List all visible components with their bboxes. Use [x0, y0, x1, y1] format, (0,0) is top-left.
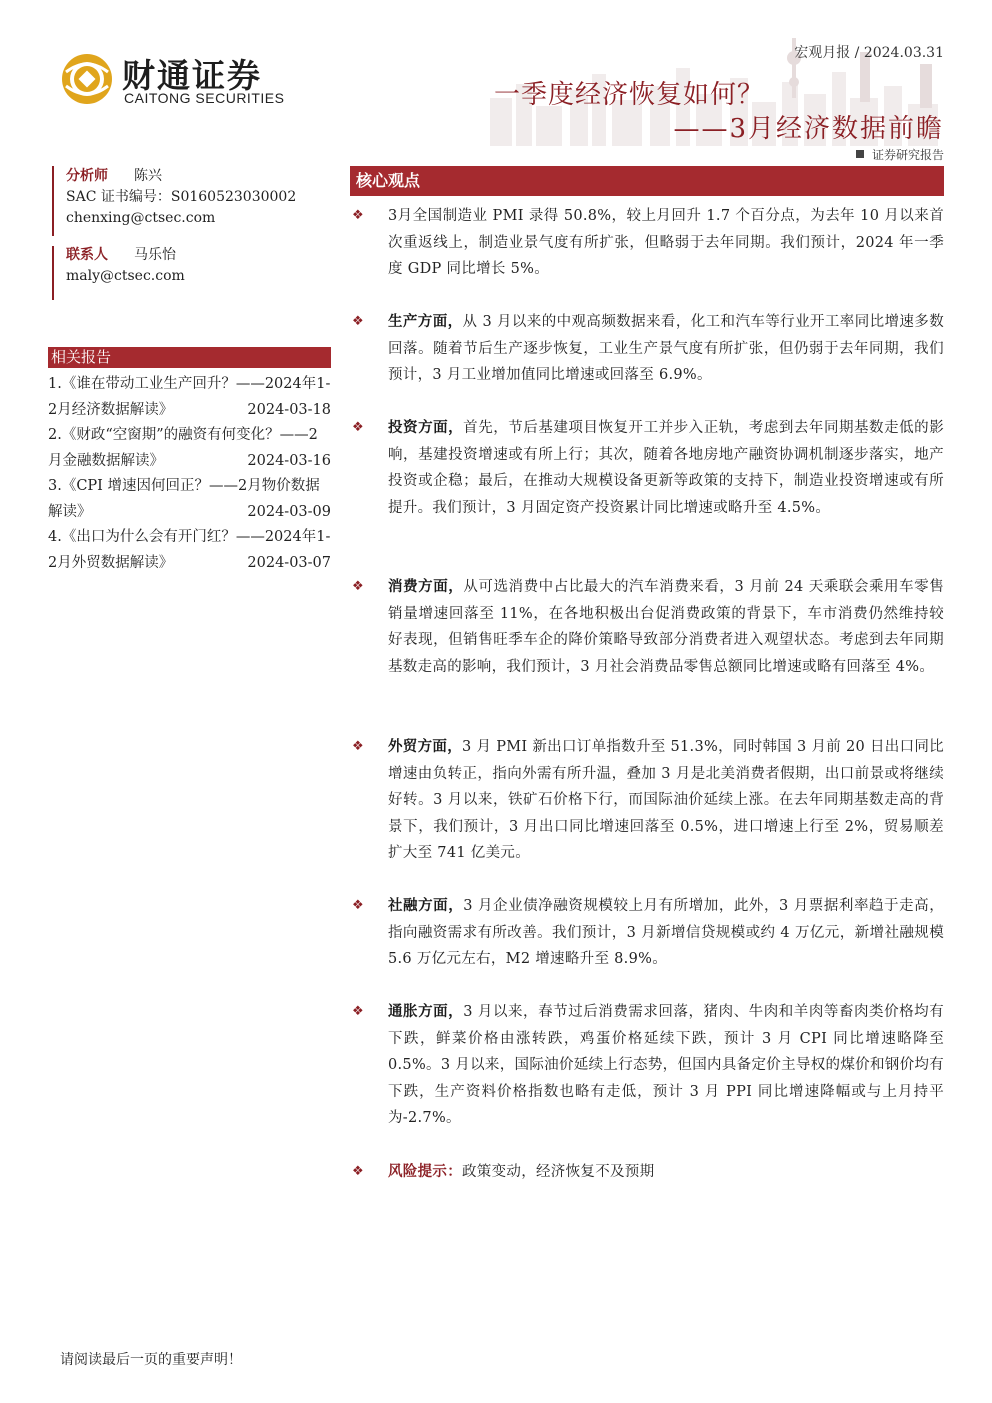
diamond-bullet-icon: ❖	[352, 898, 364, 913]
section-label: 生产方面，	[388, 313, 463, 330]
contact-role: 联系人	[66, 247, 108, 263]
report-tag: 宏观月报 / 2024.03.31	[794, 45, 944, 61]
section-trade	[352, 734, 944, 867]
section-risk	[352, 1159, 944, 1186]
contact-name: 马乐怡	[134, 247, 176, 263]
diamond-bullet-icon: ❖	[352, 208, 364, 223]
related-report-date: 2024-03-09	[247, 503, 331, 520]
section-inflation	[352, 999, 944, 1132]
diamond-bullet-icon: ❖	[352, 739, 364, 754]
diamond-bullet-icon: ❖	[352, 1164, 364, 1179]
analyst-divider	[52, 166, 54, 236]
section-text: 从 3 月以来的中观高频数据来看，化工和汽车等行业开工率同比增速多数回落。随着节后生产逐步恢复，工业生产景气度有所扩张，但仍弱于去年同期，我们预计，3 月工业增加值同比增速或回落至 6.9%。	[388, 314, 945, 383]
related-report-item[interactable]	[48, 474, 331, 525]
report-type	[856, 146, 944, 163]
analyst-block	[66, 166, 296, 229]
brand-name-cn: 财通证券	[122, 56, 262, 95]
related-report-item[interactable]	[48, 423, 331, 474]
related-report-item[interactable]	[48, 372, 331, 423]
brand-logo	[60, 46, 300, 110]
analyst-name: 陈兴	[134, 168, 162, 184]
section-text: 3 月以来，春节过后消费需求回落，猪肉、牛肉和羊肉等畜肉类价格均有下跌，鲜菜价格由涨转跌，鸡蛋价格延续下跌，预计 3 月 CPI 同比增速略降至 0.5%。3 月以来，国际油价延续上行态势，但国内具备定价主导权的煤价和钢价均有下跌，生产资料价格指数也略有走低，预计 3 月 PPI 同比增速降幅或与上月持平为-2.7%。	[388, 1004, 944, 1126]
diamond-bullet-icon: ❖	[352, 1004, 364, 1019]
analyst-role: 分析师	[66, 168, 108, 184]
risk-label: 风险提示：	[388, 1163, 462, 1180]
core-views-heading: 核心观点	[350, 166, 944, 196]
section-consumption	[352, 574, 944, 680]
section-text: 首先，节后基建项目恢复开工并步入正轨，考虑到去年同期基数走低的影响，基建投资增速或有所上行；其次，随着各地房地产融资协调机制逐步落实，地产投资或企稳；最后，在推动大规模设备更新等政策的支持下，制造业投资增速或有所提升。我们预计，3 月固定资产投资累计同比增速或略升至 4.5%。	[388, 420, 944, 516]
section-text: 从可选消费中占比最大的汽车消费来看，3 月前 24 天乘联会乘用车零售销量增速回落至 11%，在各地积极出台促消费政策的背景下，车市消费仍然维持较好表现，但销售旺季车企的降价策略导致部分消费者进入观望状态。考虑到去年同期基数走高的影响，我们预计，3 月社会消费品零售总额同比增速或略有回落至 4%。	[388, 579, 944, 675]
related-reports-heading: 相关报告	[48, 347, 331, 368]
section-label: 外贸方面，	[388, 738, 463, 755]
report-type-label: 证券研究报告	[871, 148, 944, 162]
section-label: 投资方面，	[388, 419, 464, 436]
section-label: 消费方面，	[388, 578, 464, 595]
related-report-title: 2.《财政“空窗期”的融资有何变化？——2月金融数据解读》	[48, 427, 318, 469]
diamond-bullet-icon: ❖	[352, 420, 364, 435]
related-report-date: 2024-03-16	[247, 452, 331, 469]
report-subtitle: ——3月经济数据前瞻	[673, 114, 944, 144]
section-text: 3 月企业债净融资规模较上月有所增加，此外，3 月票据利率趋于走高，指向融资需求有所改善。我们预计，3 月新增信贷规模或约 4 万亿元，新增社融规模 5.6 万亿元左右，M2 增速略升至 8.9%。	[388, 898, 945, 967]
analyst-email[interactable]: chenxing@ctsec.com	[66, 210, 216, 226]
diamond-bullet-icon: ❖	[352, 314, 364, 329]
related-report-title: 1.《谁在带动工业生产回升？——2024年1-2月经济数据解读》	[48, 376, 331, 418]
contact-block	[66, 245, 185, 287]
related-report-date: 2024-03-18	[247, 401, 331, 418]
section-financing	[352, 893, 944, 973]
coin-logo-icon	[60, 52, 114, 106]
risk-text: 政策变动，经济恢复不及预期	[462, 1164, 655, 1180]
section-production	[352, 309, 944, 389]
related-report-title: 4.《出口为什么会有开门红？——2024年1-2月外贸数据解读》	[48, 529, 331, 571]
square-bullet-icon	[856, 150, 864, 158]
related-report-title: 3.《CPI 增速因何回正？——2月物价数据解读》	[48, 478, 320, 520]
disclaimer-notice: 请阅读最后一页的重要声明！	[60, 1352, 242, 1368]
section-label: 社融方面，	[388, 897, 464, 914]
diamond-bullet-icon: ❖	[352, 579, 364, 594]
related-reports-list	[48, 372, 331, 576]
core-intro	[352, 203, 944, 283]
report-title: 一季度经济恢复如何？	[493, 80, 764, 110]
contact-divider	[52, 246, 54, 300]
contact-email[interactable]: maly@ctsec.com	[66, 268, 185, 284]
section-text: 3 月 PMI 新出口订单指数升至 51.3%，同时韩国 3 月前 20 日出口同比增速由负转正，指向外需有所升温，叠加 3 月是北美消费者假期，出口前景或将继续好转。3 月以来，铁矿石价格下行，而国际油价延续上涨。在去年同期基数走高的背景下，我们预计，3 月出口同比增速回落至 0.5%，进口增速上行至 2%，贸易顺差扩大至 741 亿美元。	[388, 739, 944, 861]
related-report-item[interactable]	[48, 525, 331, 576]
section-investment	[352, 415, 944, 521]
analyst-sac: SAC 证书编号：S0160523030002	[66, 189, 297, 205]
brand-name-en: CAITONG SECURITIES	[124, 90, 285, 106]
related-report-date: 2024-03-07	[247, 554, 331, 571]
section-label: 通胀方面，	[388, 1003, 464, 1020]
core-intro-text: 3月全国制造业 PMI 录得 50.8%，较上月回升 1.7 个百分点，为去年 10 月以来首次重返线上，制造业景气度有所扩张，但略弱于去年同期。我们预计，2024 年一季度 GDP 同比增长 5%。	[388, 208, 944, 277]
